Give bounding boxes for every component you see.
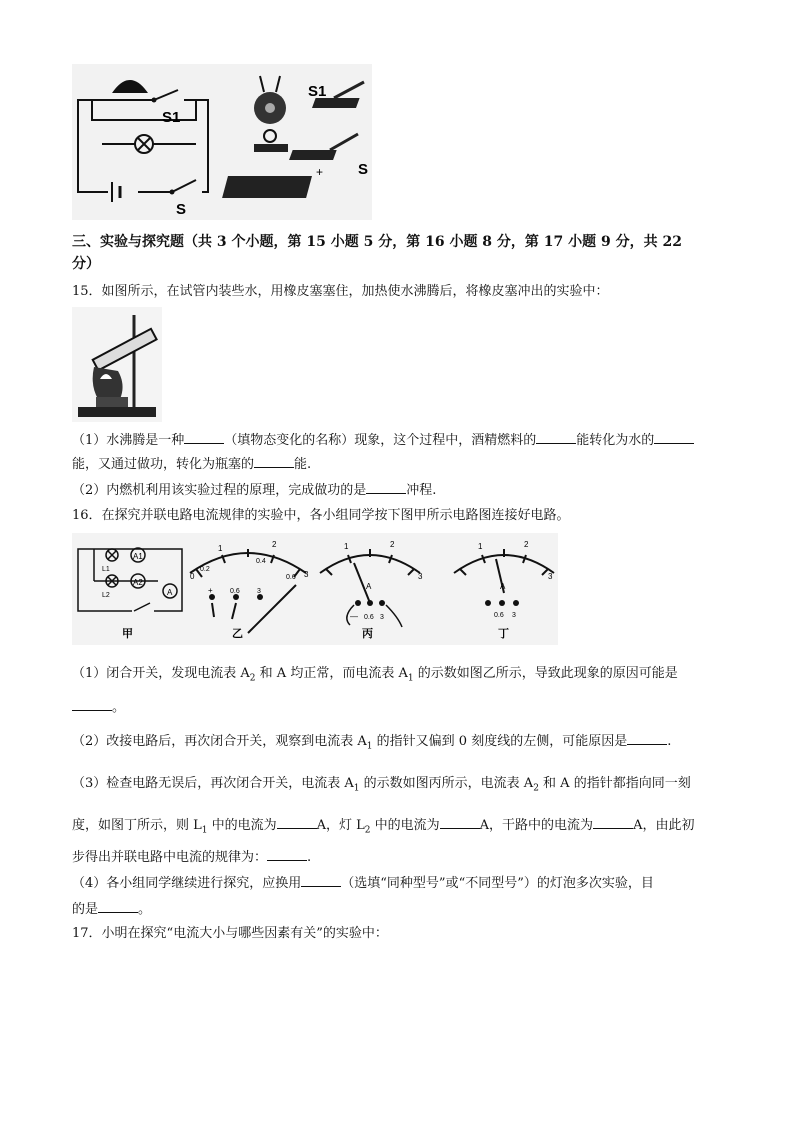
label-ding: 丁 <box>498 628 509 640</box>
yi-plus: + <box>208 586 213 595</box>
bing-term-06: 0.6 <box>364 614 374 621</box>
test-tube-apparatus <box>72 307 162 422</box>
q16-part3-line2: 度，如图丁所示，则 $L_1$ 中的电流为 A，灯 $L_2$ 中的电流为 A，干路中的电流为 A，由此初 <box>72 818 695 836</box>
bulb-component <box>254 130 288 152</box>
label-yi: 乙 <box>232 628 243 640</box>
bing-t3: 3 <box>418 572 423 581</box>
label-a: A <box>167 588 173 597</box>
bing-t1: 1 <box>344 542 349 551</box>
section3-heading-line2: 分） <box>72 256 100 272</box>
q15-figure <box>72 307 162 422</box>
q15-part1-line1: （1）水沸腾是一种 （填物态变化的名称）现象，这个过程中，酒精燃料的 能转化为水的 <box>72 431 694 451</box>
label-plus: + <box>316 165 324 179</box>
bell-component <box>254 76 286 124</box>
q16-part3-line1: （3）检查电路无误后，再次闭合开关，电流表 $A_1$ 的示数如图丙所示，电流表 $A_2$ 和 A 的指针都指向同一刻 <box>72 776 691 794</box>
label-a1: A1 <box>133 552 143 561</box>
q17-stem: 17．小明在探究“电流大小与哪些因素有关”的实验中： <box>72 926 388 941</box>
yi-t2: 2 <box>272 540 277 549</box>
section3-heading-line1: 三、实验与探究题（共 3 个小题，第 15 小题 5 分，第 16 小题 8 分，第 17 小题 9 分，共 22 <box>72 234 683 250</box>
bing-a: A <box>366 582 372 591</box>
q16-figure <box>72 533 558 645</box>
label-bing: 丙 <box>362 628 373 640</box>
battery-component <box>222 176 312 198</box>
q16-part1-line2: 。 <box>72 698 125 718</box>
label-jia: 甲 <box>122 628 133 640</box>
label-s: S <box>176 201 187 218</box>
label-s1: S1 <box>162 109 181 126</box>
yi-s06: 0.6 <box>286 574 296 581</box>
ding-term-06: 0.6 <box>494 612 504 619</box>
q16-blank-purpose[interactable] <box>98 900 138 913</box>
label-l2: L2 <box>102 592 110 599</box>
label-s1-right: S1 <box>308 83 327 100</box>
bing-term-3: 3 <box>380 614 384 621</box>
yi-t1: 1 <box>218 544 223 553</box>
q16-blank-rule[interactable] <box>267 848 307 861</box>
q16-stem: 16．在探究并联电路电流规律的实验中，各小组同学按下图甲所示电路图连接好电路。 <box>72 508 570 523</box>
ding-t1: 1 <box>478 542 483 551</box>
q16-blank-reason2[interactable] <box>627 732 667 745</box>
switch-components <box>289 82 364 160</box>
q15-stem: 15．如图所示，在试管内装些水，用橡皮塞塞住，加热使水沸腾后，将橡皮塞冲出的实验中： <box>72 284 609 299</box>
q16-blank-l2-current[interactable] <box>440 816 480 829</box>
top-figure <box>72 64 372 220</box>
q16-blank-reason1[interactable] <box>72 698 112 711</box>
circuit-jia <box>78 548 182 611</box>
q16-part3-line3: 步得出并联电路中电流的规律为： . <box>72 850 312 865</box>
q16-part2: （2）改接电路后，再次闭合开关，观察到电流表 $A_1$ 的指针又偏到 0 刻度线的左侧，可能原因是 . <box>72 734 672 752</box>
ding-t3: 3 <box>548 572 553 581</box>
q16-part4-line2: 的是 。 <box>72 902 152 917</box>
yi-term-06: 0.6 <box>230 588 240 595</box>
yi-t3: 3 <box>304 570 309 579</box>
bing-t2: 2 <box>390 540 395 549</box>
ding-t2: 2 <box>524 540 529 549</box>
q15-part2: （2）内燃机利用该实验过程的原理，完成做功的是 冲程. <box>72 483 437 498</box>
label-l1: L1 <box>102 566 110 573</box>
q16-part1-line1: （1）闭合开关，发现电流表 $A_2$ 和 A 均正常，而电流表 $A_1$ 的示数如图乙所示，导致此现象的原因可能是 <box>72 666 678 684</box>
q15-blank-state-change[interactable] <box>184 431 224 444</box>
label-a2: A2 <box>133 578 143 587</box>
q16-figure-svg <box>72 533 558 645</box>
label-s-right: S <box>358 161 369 178</box>
q15-blank-cork-energy[interactable] <box>254 455 294 468</box>
yi-t0: 0 <box>190 572 195 581</box>
q15-blank-stroke[interactable] <box>366 481 406 494</box>
q16-part4-line1: （4）各小组同学继续进行探究，应换用 （选填“同种型号”或“不同型号”）的灯泡多次实验，目 <box>72 876 654 891</box>
yi-term-3: 3 <box>257 588 261 595</box>
q15-blank-fuel-energy[interactable] <box>536 431 576 444</box>
bing-term-minus: — <box>350 612 358 621</box>
ammeter-ding <box>454 549 554 606</box>
q16-blank-l1-current[interactable] <box>277 816 317 829</box>
ding-term-3: 3 <box>512 612 516 619</box>
q16-blank-bulb-type[interactable] <box>301 874 341 887</box>
q16-blank-main-current[interactable] <box>593 816 633 829</box>
circuit-diagram-top <box>72 64 372 220</box>
yi-s04: 0.4 <box>256 558 266 565</box>
ding-a: A <box>500 582 506 591</box>
yi-s02: 0.2 <box>200 566 210 573</box>
q15-blank-water-energy[interactable] <box>654 431 694 444</box>
q15-part1-line2: 能，又通过做功，转化为瓶塞的 能. <box>72 457 312 472</box>
